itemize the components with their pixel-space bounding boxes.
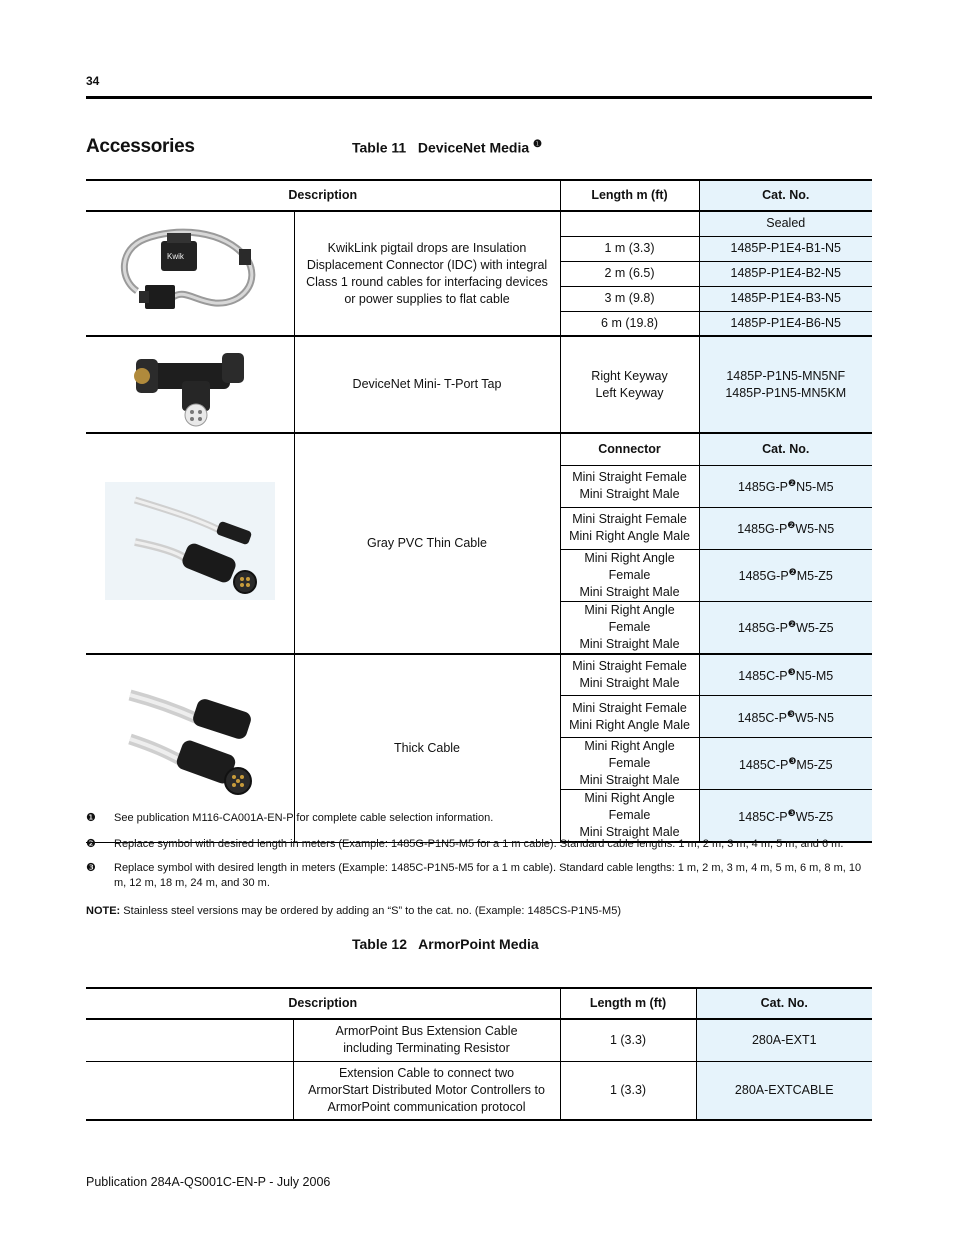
footnote-text: See publication M116-CA001A-EN-P for complete cable selection information.: [114, 812, 494, 824]
footnote-marker-3: ❸: [86, 862, 96, 874]
catno-prefix: 1485G-P: [737, 480, 788, 495]
thick-cable-image: [110, 681, 270, 811]
tport-keyway-right: Right Keyway: [591, 368, 668, 383]
catno-prefix: 1485C-P: [737, 711, 787, 726]
page-number: 34: [86, 74, 100, 88]
thin-connector: [560, 549, 699, 601]
thin-connector: [560, 465, 699, 507]
top-rule: [86, 96, 872, 99]
thick-connector: [560, 696, 699, 738]
catno-prefix: 1485C-P: [738, 669, 788, 684]
thick-catno: [699, 696, 872, 738]
footnote-marker-2: ❷: [788, 567, 797, 578]
thin-cable-description: Gray PVC Thin Cable: [294, 433, 560, 654]
connector-female: Mini Straight Female: [572, 470, 687, 484]
header-catno: Cat. No.: [699, 433, 872, 465]
catno-suffix: W5-N5: [795, 711, 834, 726]
connector-female: Mini Straight Female: [572, 700, 687, 715]
catno-suffix: W5-Z5: [796, 621, 834, 636]
catno-prefix: 1485C-P: [738, 810, 788, 825]
table11-title-text: Table 11 DeviceNet Media: [352, 139, 530, 156]
armorpoint-catno: 280A-EXT1: [696, 1019, 872, 1061]
header-description: Description: [86, 180, 560, 211]
tport-tap-image: [130, 337, 250, 427]
catno-suffix: N5-M5: [795, 669, 834, 684]
catno-suffix: W5-N5: [795, 522, 835, 537]
armorpoint-description: ArmorPoint Bus Extension Cable including Terminating Resistor: [293, 1019, 560, 1061]
thin-connector: [560, 507, 699, 549]
connector-female: Mini Straight Female: [572, 512, 687, 526]
kwiklink-description: KwikLink pigtail drops are Insulation Displacement Connector (IDC) with integral Class 1 round cables for interfacing devices or power supplies to flat cable: [294, 211, 560, 336]
kwiklink-catno: 1485P-P1E4-B2-N5: [699, 261, 872, 286]
header-connector: Connector: [560, 433, 699, 465]
armorpoint-description: Extension Cable to connect two ArmorStart Distributed Motor Controllers to ArmorPoint communication protocol: [293, 1061, 560, 1120]
footnote-marker-1: ❶: [533, 139, 543, 150]
thick-connector: [560, 654, 699, 696]
connector-male: Mini Straight Male: [579, 825, 680, 839]
connector-female: Mini Right Angle Female: [584, 550, 675, 582]
tport-catno-left: 1485P-P1N5-MN5KM: [725, 385, 847, 400]
connector-male: Mini Right Angle Male: [569, 529, 690, 543]
connector-male: Mini Straight Male: [579, 675, 680, 690]
sealed-label: Sealed: [699, 211, 872, 236]
thick-connector: [560, 738, 699, 790]
thick-cable-description: Thick Cable: [294, 654, 560, 843]
catno-prefix: 1485C-P: [738, 758, 789, 773]
catno-suffix: M5-Z5: [796, 569, 833, 584]
thin-catno: [699, 601, 872, 654]
thick-catno: [699, 738, 872, 790]
catno-prefix: 1485G-P: [738, 569, 789, 584]
footnote-marker-2: ❷: [787, 619, 797, 630]
thick-catno: [699, 654, 872, 696]
catno-suffix: W5-Z5: [795, 810, 834, 825]
thin-catno: [699, 465, 872, 507]
armorpoint-image-cell: [86, 1061, 293, 1120]
thin-connector: [560, 601, 699, 654]
kwiklink-length: 3 m (9.8): [560, 286, 699, 311]
catno-prefix: 1485G-P: [737, 621, 788, 636]
kwiklink-logo-icon: Kwik: [166, 252, 184, 261]
footnote-text: Replace symbol with desired length in meters (Example: 1485C-P1N5-M5 for a 1 m cable). Standard cable lengths: 1 m, 2 m, 3 m, 4 m, 5 m, 6 m, 8 m, 10 m, 12 m, 18 m, 24 m, and 30 m.: [114, 862, 862, 889]
connector-male: Mini Straight Male: [579, 773, 680, 787]
connector-female: Mini Right Angle Female: [584, 791, 675, 822]
kwiklink-length: 1 m (3.3): [560, 236, 699, 261]
header-description: Description: [86, 988, 560, 1019]
footnote-marker-1: ❶: [86, 812, 96, 824]
header-catno: Cat. No.: [696, 988, 872, 1019]
connector-female: Mini Straight Female: [572, 658, 687, 673]
kwiklink-length-blank: [560, 211, 699, 236]
footnote-marker-2: ❷: [787, 478, 797, 489]
table12-title: Table 12 ArmorPoint Media: [352, 936, 539, 952]
tport-catno: [699, 336, 872, 433]
footnote-marker-3: ❸: [786, 708, 796, 719]
kwiklink-pigtail-image: [115, 219, 265, 323]
catno-suffix: N5-M5: [796, 480, 834, 495]
catno-suffix: M5-Z5: [796, 758, 833, 773]
footnote-marker-3: ❸: [787, 667, 796, 678]
kwiklink-length: 2 m (6.5): [560, 261, 699, 286]
connector-male: Mini Straight Male: [579, 584, 680, 599]
catno-prefix: 1485G-P: [737, 522, 788, 537]
note-label: NOTE:: [86, 905, 121, 917]
footnote-marker-2: ❷: [787, 520, 796, 531]
thin-cable-image-cell: [86, 433, 294, 654]
footnote-marker-2: ❷: [86, 838, 96, 850]
publication-footer: Publication 284A-QS001C-EN-P - July 2006: [86, 1175, 331, 1189]
header-length: Length m (ft): [560, 988, 696, 1019]
connector-female: Mini Right Angle Female: [584, 739, 675, 770]
kwiklink-image-cell: [86, 211, 294, 336]
stainless-note: [86, 904, 872, 919]
thin-cable-image: [105, 482, 275, 600]
armorpoint-media-table: [86, 987, 872, 1121]
kwiklink-catno: 1485P-P1E4-B3-N5: [699, 286, 872, 311]
tport-description: DeviceNet Mini- T-Port Tap: [294, 336, 560, 433]
connector-male: Mini Right Angle Male: [569, 717, 690, 732]
footnote-text: Replace symbol with desired length in meters (Example: 1485G-P1N5-M5 for a 1 m cable). Standard cable lengths: 1 m, 2 m, 3 m, 4 m, 5 m, and 6 m.: [114, 838, 844, 850]
armorpoint-image-cell: [86, 1019, 293, 1061]
kwiklink-catno: 1485P-P1E4-B1-N5: [699, 236, 872, 261]
tport-catno-right: 1485P-P1N5-MN5NF: [726, 368, 846, 383]
armorpoint-catno: 280A-EXTCABLE: [696, 1061, 872, 1120]
kwiklink-catno: 1485P-P1E4-B6-N5: [699, 311, 872, 336]
connector-male: Mini Straight Male: [579, 487, 680, 501]
header-catno: Cat. No.: [699, 180, 872, 211]
tport-image-cell: [86, 336, 294, 433]
header-length: Length m (ft): [560, 180, 699, 211]
note-text: Stainless steel versions may be ordered by adding an “S” to the cat. no. (Example: 1485CS-P1N5-M5): [123, 905, 621, 917]
thin-catno: [699, 549, 872, 601]
table11-title: [352, 139, 542, 156]
connector-male: Mini Straight Male: [579, 636, 680, 651]
armorpoint-length: 1 (3.3): [560, 1019, 696, 1061]
kwiklink-length: 6 m (19.8): [560, 311, 699, 336]
armorpoint-length: 1 (3.3): [560, 1061, 696, 1120]
connector-female: Mini Right Angle Female: [584, 602, 675, 634]
devicenet-media-table: [86, 179, 872, 843]
footnote-marker-3: ❸: [788, 755, 797, 766]
thin-catno: [699, 507, 872, 549]
section-title: Accessories: [86, 136, 195, 157]
tport-keyway: [560, 336, 699, 433]
footnote-marker-3: ❸: [787, 807, 796, 818]
tport-keyway-left: Left Keyway: [595, 385, 664, 400]
